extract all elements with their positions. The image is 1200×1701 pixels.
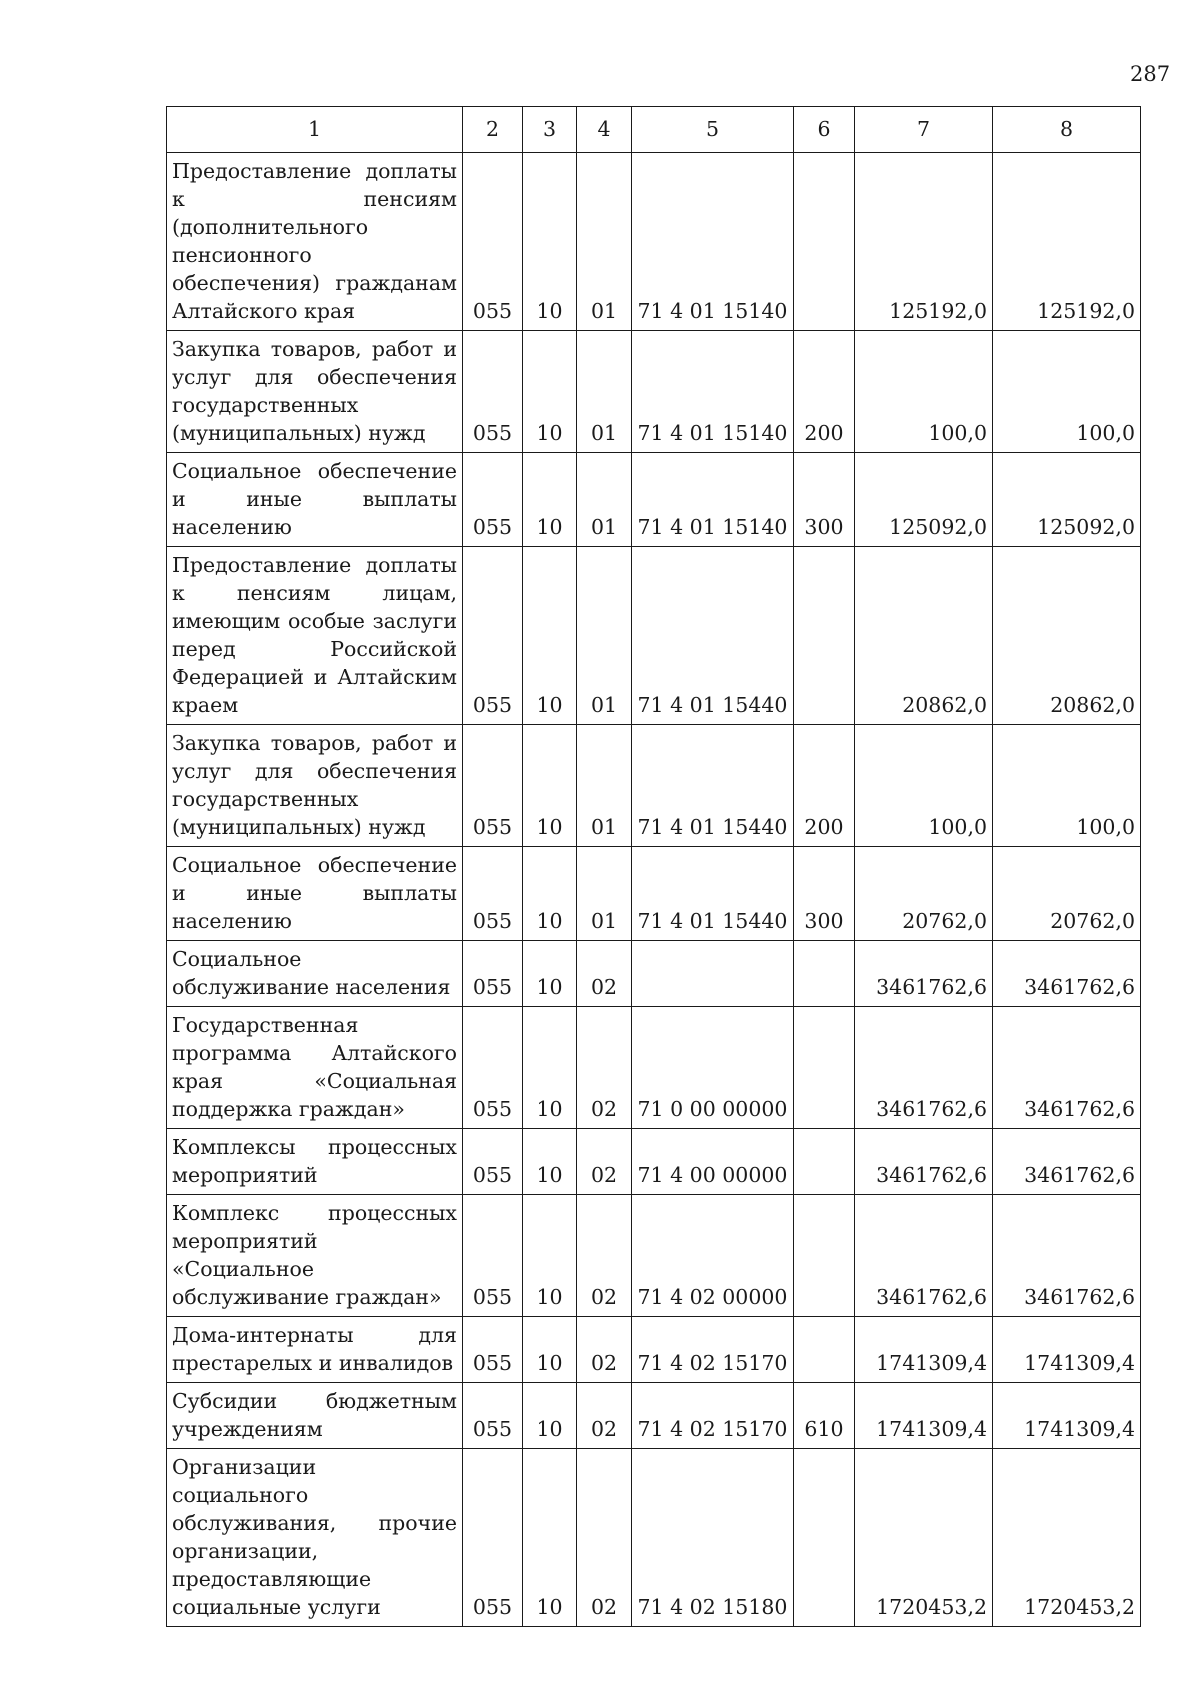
row-name: Закупка товаров, работ и услуг для обеспечения государственных (муниципальных) нужд [167, 331, 463, 453]
row-name: Субсидии бюджетным учреждениям [167, 1383, 463, 1449]
row-name: Государственная программа Алтайского края «Социальная поддержка граждан» [167, 1007, 463, 1129]
cell-amount-2: 100,0 [993, 331, 1141, 453]
cell-target-article: 71 4 02 15170 [632, 1317, 794, 1383]
table-row [167, 1007, 1141, 1129]
cell-expense-type [794, 941, 855, 1007]
cell-subsection: 02 [577, 1129, 632, 1195]
cell-amount-2: 125192,0 [993, 153, 1141, 331]
row-name: Комплекс процессных мероприятий «Социальное обслуживание граждан» [167, 1195, 463, 1317]
cell-subsection: 01 [577, 847, 632, 941]
cell-amount-2: 3461762,6 [993, 1195, 1141, 1317]
cell-expense-type [794, 1007, 855, 1129]
cell-expense-type: 200 [794, 725, 855, 847]
cell-amount-1: 3461762,6 [855, 1195, 993, 1317]
cell-target-article: 71 4 01 15140 [632, 331, 794, 453]
cell-section: 10 [523, 331, 577, 453]
column-header: 5 [632, 107, 794, 153]
table-row [167, 941, 1141, 1007]
cell-subsection: 01 [577, 725, 632, 847]
cell-section: 10 [523, 453, 577, 547]
cell-section: 10 [523, 1195, 577, 1317]
cell-expense-type: 200 [794, 331, 855, 453]
cell-expense-type: 610 [794, 1383, 855, 1449]
cell-amount-1: 100,0 [855, 331, 993, 453]
cell-section: 10 [523, 847, 577, 941]
row-name: Предоставление доплаты к пенсиям лицам, имеющим особые заслуги перед Российской Федерацией и Алтайским краем [167, 547, 463, 725]
cell-expense-type [794, 1317, 855, 1383]
row-name: Дома-интернаты для престарелых и инвалидов [167, 1317, 463, 1383]
cell-section: 10 [523, 725, 577, 847]
row-name: Социальное обеспечение и иные выплаты населению [167, 453, 463, 547]
budget-table [166, 106, 1141, 1627]
cell-amount-2: 1741309,4 [993, 1317, 1141, 1383]
cell-subsection: 01 [577, 331, 632, 453]
cell-target-article: 71 4 01 15440 [632, 725, 794, 847]
page-number: 287 [1130, 62, 1171, 86]
column-header: 2 [463, 107, 523, 153]
cell-ministry: 055 [463, 1007, 523, 1129]
cell-expense-type: 300 [794, 847, 855, 941]
column-header: 1 [167, 107, 463, 153]
table-row [167, 725, 1141, 847]
row-name: Комплексы процессных мероприятий [167, 1129, 463, 1195]
cell-amount-2: 3461762,6 [993, 1129, 1141, 1195]
cell-ministry: 055 [463, 453, 523, 547]
cell-amount-1: 3461762,6 [855, 1007, 993, 1129]
cell-expense-type [794, 1129, 855, 1195]
cell-amount-1: 1720453,2 [855, 1449, 993, 1627]
cell-target-article: 71 4 02 15180 [632, 1449, 794, 1627]
cell-amount-1: 1741309,4 [855, 1317, 993, 1383]
cell-amount-2: 3461762,6 [993, 941, 1141, 1007]
table-row [167, 1383, 1141, 1449]
cell-amount-2: 3461762,6 [993, 1007, 1141, 1129]
cell-section: 10 [523, 1449, 577, 1627]
cell-target-article: 71 4 02 00000 [632, 1195, 794, 1317]
cell-ministry: 055 [463, 1383, 523, 1449]
cell-section: 10 [523, 1383, 577, 1449]
cell-subsection: 02 [577, 1383, 632, 1449]
cell-amount-1: 20762,0 [855, 847, 993, 941]
cell-subsection: 02 [577, 1007, 632, 1129]
cell-section: 10 [523, 547, 577, 725]
cell-target-article [632, 941, 794, 1007]
cell-amount-1: 125092,0 [855, 453, 993, 547]
column-header: 4 [577, 107, 632, 153]
table-row [167, 153, 1141, 331]
cell-target-article: 71 4 01 15140 [632, 153, 794, 331]
cell-ministry: 055 [463, 547, 523, 725]
column-header: 8 [993, 107, 1141, 153]
column-header: 3 [523, 107, 577, 153]
row-name: Социальное обеспечение и иные выплаты населению [167, 847, 463, 941]
table-row [167, 1317, 1141, 1383]
cell-amount-1: 3461762,6 [855, 941, 993, 1007]
cell-section: 10 [523, 941, 577, 1007]
cell-ministry: 055 [463, 847, 523, 941]
cell-subsection: 02 [577, 1317, 632, 1383]
cell-expense-type [794, 153, 855, 331]
cell-section: 10 [523, 1317, 577, 1383]
cell-target-article: 71 4 01 15440 [632, 847, 794, 941]
cell-subsection: 02 [577, 1195, 632, 1317]
cell-ministry: 055 [463, 331, 523, 453]
cell-section: 10 [523, 1129, 577, 1195]
cell-amount-2: 20762,0 [993, 847, 1141, 941]
column-header: 7 [855, 107, 993, 153]
cell-amount-2: 125092,0 [993, 453, 1141, 547]
cell-ministry: 055 [463, 1449, 523, 1627]
cell-section: 10 [523, 1007, 577, 1129]
cell-ministry: 055 [463, 725, 523, 847]
cell-section: 10 [523, 153, 577, 331]
cell-ministry: 055 [463, 1129, 523, 1195]
cell-amount-2: 20862,0 [993, 547, 1141, 725]
table-row [167, 331, 1141, 453]
table-row [167, 453, 1141, 547]
row-name: Организации социального обслуживания, прочие организации, предоставляющие социальные услуги [167, 1449, 463, 1627]
table-row [167, 1449, 1141, 1627]
row-name: Закупка товаров, работ и услуг для обеспечения государственных (муниципальных) нужд [167, 725, 463, 847]
cell-target-article: 71 4 01 15140 [632, 453, 794, 547]
cell-subsection: 01 [577, 153, 632, 331]
row-name: Предоставление доплаты к пенсиям (дополнительного пенсионного обеспечения) гражданам Алтайского края [167, 153, 463, 331]
header-row [167, 107, 1141, 153]
column-header: 6 [794, 107, 855, 153]
cell-subsection: 01 [577, 453, 632, 547]
cell-ministry: 055 [463, 153, 523, 331]
cell-expense-type [794, 1449, 855, 1627]
cell-target-article: 71 4 02 15170 [632, 1383, 794, 1449]
table-row [167, 547, 1141, 725]
cell-target-article: 71 4 01 15440 [632, 547, 794, 725]
cell-amount-1: 1741309,4 [855, 1383, 993, 1449]
cell-amount-1: 20862,0 [855, 547, 993, 725]
cell-expense-type [794, 547, 855, 725]
cell-target-article: 71 0 00 00000 [632, 1007, 794, 1129]
cell-target-article: 71 4 00 00000 [632, 1129, 794, 1195]
table-row [167, 1129, 1141, 1195]
cell-amount-1: 125192,0 [855, 153, 993, 331]
cell-subsection: 02 [577, 1449, 632, 1627]
cell-ministry: 055 [463, 1317, 523, 1383]
cell-amount-2: 1741309,4 [993, 1383, 1141, 1449]
cell-ministry: 055 [463, 941, 523, 1007]
table-row [167, 847, 1141, 941]
cell-subsection: 01 [577, 547, 632, 725]
cell-expense-type: 300 [794, 453, 855, 547]
cell-expense-type [794, 1195, 855, 1317]
cell-amount-2: 100,0 [993, 725, 1141, 847]
cell-subsection: 02 [577, 941, 632, 1007]
cell-ministry: 055 [463, 1195, 523, 1317]
cell-amount-1: 3461762,6 [855, 1129, 993, 1195]
row-name: Социальное обслуживание населения [167, 941, 463, 1007]
table-row [167, 1195, 1141, 1317]
cell-amount-2: 1720453,2 [993, 1449, 1141, 1627]
cell-amount-1: 100,0 [855, 725, 993, 847]
